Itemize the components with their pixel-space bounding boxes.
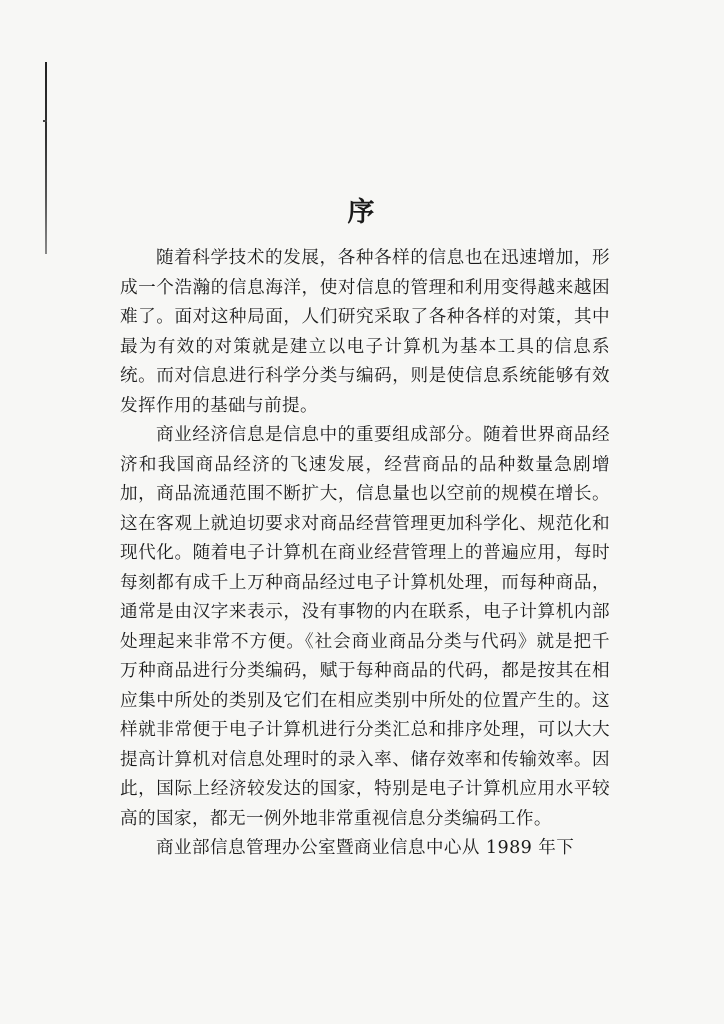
paragraph: 随着科学技术的发展，各种各样的信息也在迅速增加，形成一个浩瀚的信息海洋，使对信息的管理和利用变得越来越困难了。面对这种局面，人们研究采取了各种各样的对策，其中最为有效的对策就是建立以电子计算机为基本工具的信息系统。而对信息进行科学分类与编码，则是使信息系统能够有效发挥作用的基础与前提。 <box>120 248 610 416</box>
preface-body <box>120 244 610 864</box>
paragraph: 商业经济信息是信息中的重要组成部分。随着世界商品经济和我国商品经济的飞速发展，经营商品的品种数量急剧增加，商品流通范围不断扩大，信息量也以空前的规模在增长。这在客观上就迫切要求对商品经营管理更加科学化、规范化和现代化。随着电子计算机在商业经营管理上的普遍应用，每时每刻都有成千上万种商品经过电子计算机处理，而每种商品，通常是由汉字来表示，没有事物的内在联系，电子计算机内部处理起来非常不方便。《社会商业商品分类与代码》就是把千万种商品进行分类编码，赋于每种商品的代码，都是按其在相应集中所处的类别及它们在相应类别中所处的位置产生的。这样就非常便于电子计算机进行分类汇总和排序处理，可以大大提高计算机对信息处理时的录入率、储存效率和传输效率。因此，国际上经济较发达的国家，特别是电子计算机应用水平较高的国家，都无一例外地非常重视信息分类编码工作。 <box>120 425 610 829</box>
page-title: 序 <box>347 197 377 228</box>
paragraph: 商业部信息管理办公室暨商业信息中心从 1989 年下 <box>156 838 575 858</box>
scan-binding-mark <box>43 120 47 122</box>
